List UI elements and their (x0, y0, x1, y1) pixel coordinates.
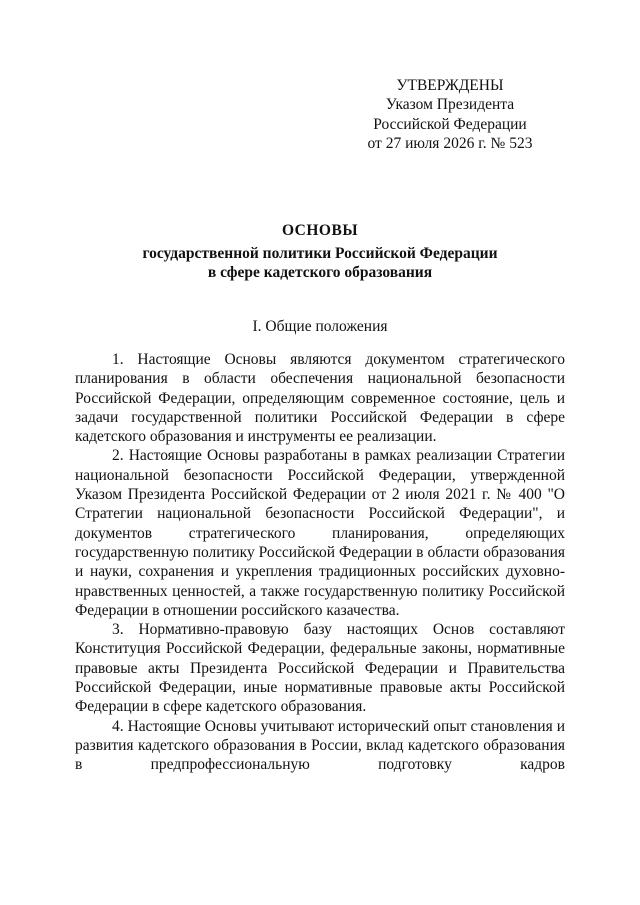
approval-line-approved: УТВЕРЖДЕНЫ (396, 77, 504, 94)
approval-line-decree: Указом Президента (385, 96, 515, 114)
document-subtitle (70, 244, 570, 283)
paragraph-4: 4. Настоящие Основы учитывают исторический опыт становления и развития кадетского образования в России, вклад кадетского образования в предпрофессиональную подготовку кадров (75, 717, 565, 774)
paragraph-3: 3. Нормативно-правовую базу настоящих Основ составляют Конституция Российской Федерации, федеральные законы, нормативные правовые акты Президента Российской Федерации и Правительства Российской Федерации, иные нормативные правовые акты Российской Федерации в сфере кадетского образования. (75, 621, 565, 716)
document-subtitle-line-1: государственной политики Российской Федерации (142, 245, 498, 262)
paragraph-2: 2. Настоящие Основы разработаны в рамках реализации Стратегии национальной безопасности Российской Федерации, утвержденной Указом Президента Российской Федерации от 2 июля 2021 г. № 400 "О Стратегии национальной безопасности Российской Федерации", и документов стратегического планирования, определяющих государственную политику Российской Федерации в области образования и науки, сохранения и укрепления традиционных российских духовно-нравственных ценностей, а также государственную политику Российской Федерации в отношении российского казачества. (75, 447, 565, 619)
approval-line-date: от 27 июля 2026 г. № 523 (367, 134, 533, 152)
section-heading: I. Общие положения (252, 318, 388, 335)
document-body (75, 350, 565, 775)
document-subtitle-line-2: в сфере кадетского образования (207, 264, 433, 282)
approval-line-federation: Российской Федерации (373, 115, 527, 133)
paragraph-1: 1. Настоящие Основы являются документом стратегического планирования в области обеспечения национальной безопасности Российской Федерации, определяющим современное состояние, цель и задачи государственной политики Российской Федерации в сфере кадетского образования и инструменты ее реализации. (75, 351, 565, 446)
approval-stamp (350, 76, 550, 153)
document-title: ОСНОВЫ (281, 222, 359, 239)
